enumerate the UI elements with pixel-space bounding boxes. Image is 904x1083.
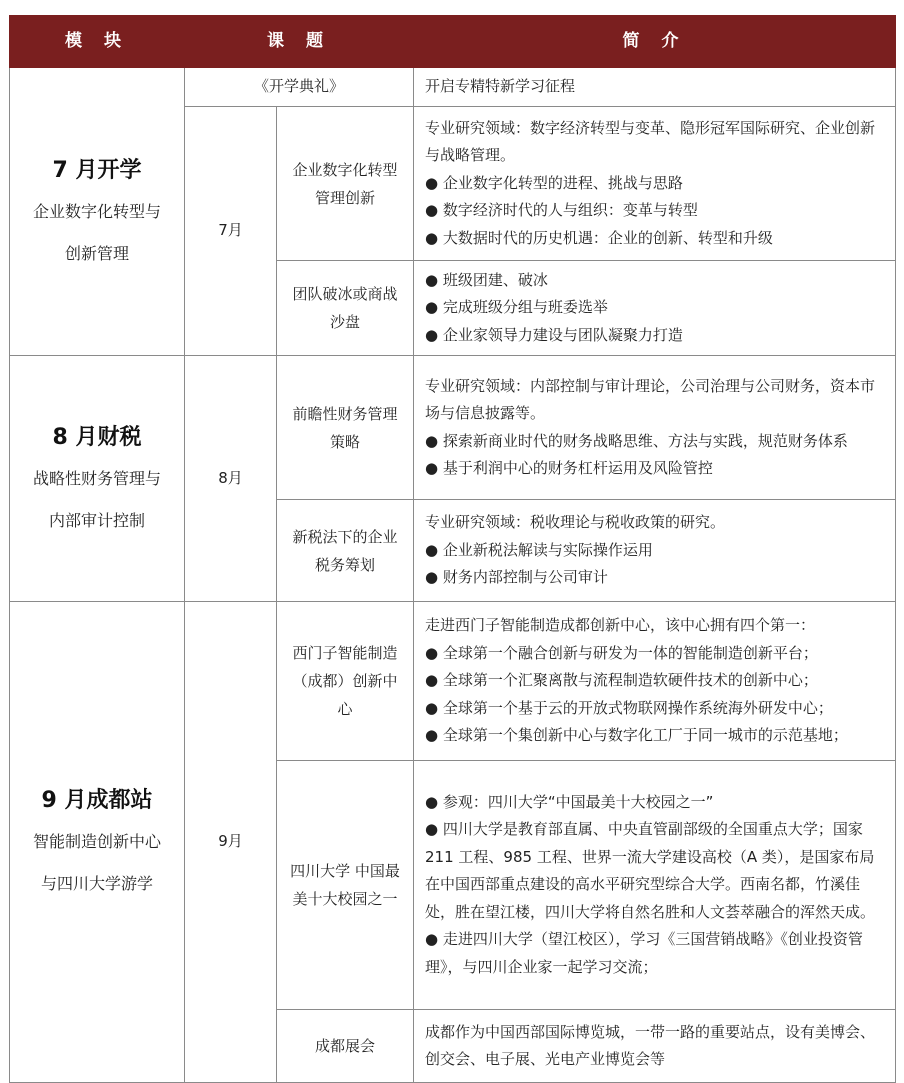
intro-line: 走进西门子智能制造成都创新中心，该中心拥有四个第一： xyxy=(425,616,816,635)
header-module: 模 块 xyxy=(10,16,185,68)
intro-line: 专业研究领域：内部控制与审计理论，公司治理与公司财务，资本市场与信息披露等。 xyxy=(425,376,876,422)
module-cell-july xyxy=(10,68,185,356)
intro-line: 专业研究领域：税收理论与税收政策的研究。 xyxy=(425,513,726,532)
intro-line: 专业研究领域：数字经济转型与变革、隐形冠军国际研究、企业创新与战略管理。 xyxy=(425,118,876,165)
intro-line: ● 四川大学是教育部直属、中央直管副部级的全国重点大学；国家 211 工程、985 工程、世界一流大学建设高校（A 类），是国家布局在中国西部重点建设的高水平研究型综合大学。西南名都，竹溪佳处，胜在望江楼，四川大学将自然名胜和人文荟萃融合的浑然天成。 xyxy=(425,820,876,921)
module-cell-september xyxy=(10,602,185,1083)
intro-line: ● 全球第一个集创新中心与数字化工厂于同一城市的示范基地； xyxy=(425,726,848,745)
month-cell: 9月 xyxy=(185,602,277,1083)
table-row xyxy=(10,68,896,107)
curriculum-table xyxy=(9,15,896,1083)
topic-cell: 前瞻性财务管理策略 xyxy=(277,356,414,500)
module-title: 7 月开学 xyxy=(52,157,142,183)
module-title: 9 月成都站 xyxy=(41,788,153,813)
topic-cell: 新税法下的企业税务筹划 xyxy=(277,500,414,602)
intro-line: ● 班级团建、破冰 xyxy=(425,270,548,289)
intro-line: ● 基于利润中心的财务杠杆运用及风险管控 xyxy=(425,459,713,477)
intro-line: ● 企业数字化转型的进程、挑战与思路 xyxy=(425,173,683,192)
opening-intro: 开启专精特新学习征程 xyxy=(414,68,896,107)
module-title: 8 月财税 xyxy=(52,424,142,450)
month-cell: 8月 xyxy=(185,356,277,602)
intro-line: ● 企业新税法解读与实际操作运用 xyxy=(425,540,653,559)
topic-cell: 团队破冰或商战沙盘 xyxy=(277,261,414,356)
intro-line: ● 企业家领导力建设与团队凝聚力打造 xyxy=(425,325,683,344)
module-cell-august xyxy=(10,356,185,602)
intro-line: ● 参观：四川大学“中国最美十大校园之一” xyxy=(425,792,714,811)
table-row xyxy=(10,356,896,500)
intro-line: ● 走进四川大学（望江校区），学习《三国营销战略》《创业投资管理》，与四川企业家一起学习交流； xyxy=(425,930,863,976)
intro-line: ● 数字经济时代的人与组织：变革与转型 xyxy=(425,201,698,220)
intro-line: ● 全球第一个基于云的开放式物联网操作系统海外研发中心； xyxy=(425,698,833,717)
intro-line: ● 探索新商业时代的财务战略思维、方法与实践，规范财务体系 xyxy=(425,431,848,450)
header-row xyxy=(10,16,896,68)
intro-line: 成都作为中国西部国际博览城，一带一路的重要站点，设有美博会、创交会、电子展、光电产业博览会等 xyxy=(425,1022,876,1068)
intro-line: ● 全球第一个汇聚离散与流程制造软硬件技术的创新中心； xyxy=(425,671,818,690)
module-subtitle-line: 智能制造创新中心 xyxy=(32,832,161,851)
intro-cell xyxy=(414,107,896,261)
intro-line: ● 财务内部控制与公司审计 xyxy=(425,568,608,587)
intro-cell xyxy=(414,1010,896,1083)
module-subtitle-line: 与四川大学游学 xyxy=(40,874,153,893)
intro-cell xyxy=(414,500,896,602)
module-subtitle-line: 创新管理 xyxy=(64,243,129,263)
intro-line: ● 大数据时代的历史机遇：企业的创新、转型和升级 xyxy=(425,228,773,247)
header-topic: 课 题 xyxy=(185,16,414,68)
month-cell: 7月 xyxy=(185,107,277,356)
intro-cell xyxy=(414,261,896,356)
topic-cell: 西门子智能制造（成都）创新中心 xyxy=(277,602,414,761)
opening-topic: 《开学典礼》 xyxy=(185,68,414,107)
intro-cell xyxy=(414,602,896,761)
header-intro: 简 介 xyxy=(414,16,896,68)
table-row xyxy=(10,602,896,761)
topic-cell: 四川大学 中国最美十大校园之一 xyxy=(277,761,414,1010)
module-subtitle-line: 战略性财务管理与 xyxy=(32,468,161,488)
module-subtitle-line: 内部审计控制 xyxy=(48,510,145,530)
topic-cell: 企业数字化转型管理创新 xyxy=(277,107,414,261)
intro-cell xyxy=(414,761,896,1010)
intro-line: ● 完成班级分组与班委选举 xyxy=(425,298,608,317)
intro-line: ● 全球第一个融合创新与研发为一体的智能制造创新平台； xyxy=(425,643,818,662)
module-subtitle-line: 企业数字化转型与 xyxy=(32,201,161,221)
topic-cell: 成都展会 xyxy=(277,1010,414,1083)
intro-cell xyxy=(414,356,896,500)
